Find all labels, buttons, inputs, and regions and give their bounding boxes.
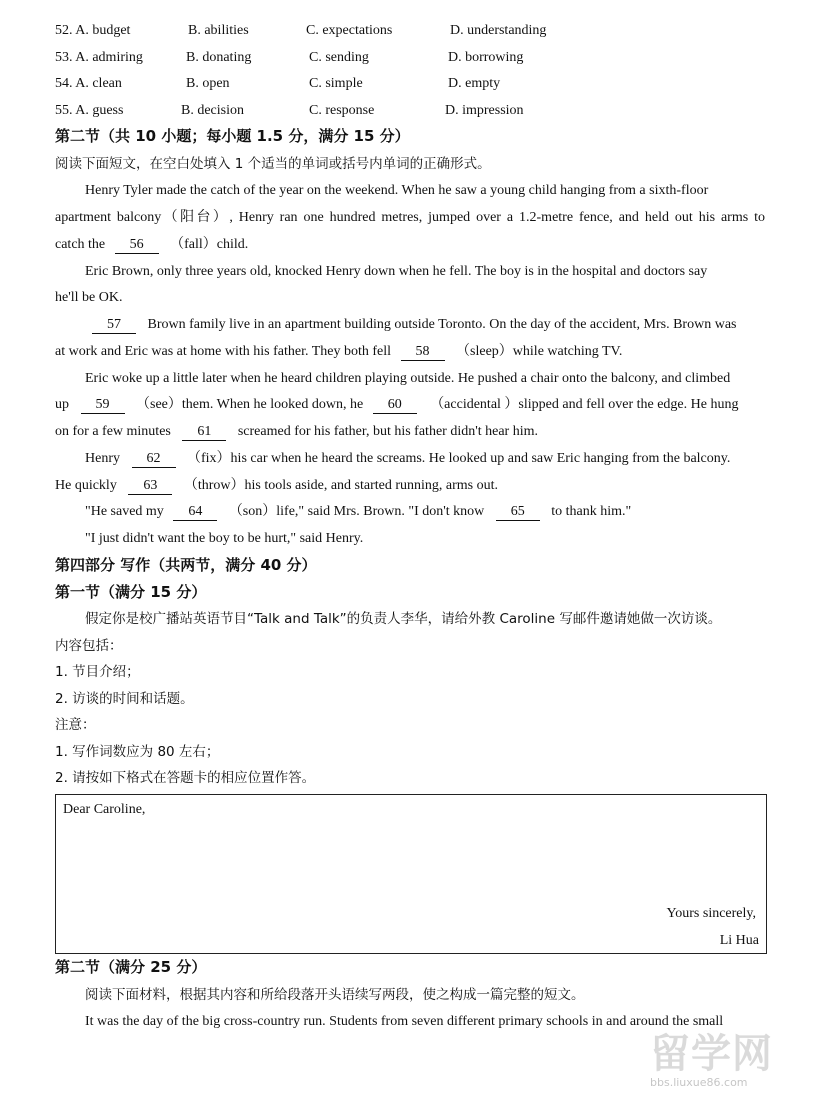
passage-line [85, 449, 730, 469]
option-53c: C. sending [309, 50, 369, 65]
content-item: 1. 节目介绍； [55, 664, 140, 680]
option-52d: D. understanding [450, 23, 547, 38]
passage-text: （fix）his car when he heard the screams. He looked up and saw Eric hanging from the balcony. [187, 451, 731, 466]
content-item: 2. 访谈的时间和话题。 [55, 691, 194, 707]
option-53a: 53. A. admiring [55, 50, 143, 65]
letter-signature: Li Hua [719, 933, 759, 948]
passage-line: It was the day of the big cross-country run. Students from seven different primary schools in and around the small [85, 1014, 724, 1029]
passage-line [55, 342, 622, 362]
watermark-text: 留学网 [650, 1031, 773, 1077]
site-watermark [646, 1028, 806, 1098]
letter-answer-box[interactable] [55, 794, 767, 954]
option-54c: C. simple [309, 76, 363, 91]
passage-text: at work and Eric was at home with his father. They both fell [55, 344, 392, 359]
note-item: 2. 请按如下格式在答题卡的相应位置作答。 [55, 770, 316, 786]
passage-text: catch the [55, 237, 106, 252]
answer-blank-64[interactable]: 64 [173, 503, 217, 521]
passage-text: "He saved my [85, 504, 164, 519]
writing-intro: 阅读下面材料，根据其内容和所给段落开头语续写两段，使之构成一篇完整的短文。 [85, 987, 585, 1003]
note-label: 注意： [55, 717, 96, 733]
passage-text: He quickly [55, 478, 117, 493]
passage-line: Henry Tyler made the catch of the year on the weekend. When he saw a young child hanging from a sixth-floor [85, 183, 709, 198]
answer-blank-62[interactable]: 62 [132, 450, 176, 468]
option-55a: 55. A. guess [55, 103, 124, 118]
option-55d: D. impression [445, 103, 524, 118]
letter-closing: Yours sincerely, [666, 906, 756, 921]
writing-intro: 假定你是校广播站英语节目“Talk and Talk”的负责人李华，请给外教 Caroline 写邮件邀请她做一次访谈。 [85, 611, 722, 627]
passage-line: Eric Brown, only three years old, knocked Henry down when he fell. The boy is in the hospital and doctors say [85, 264, 708, 279]
part-heading: 第四部分 写作（共两节，满分 40 分） [55, 556, 317, 574]
option-54d: D. empty [448, 76, 501, 91]
passage-text: Brown family live in an apartment building outside Toronto. On the day of the accident, Mrs. Brown was [147, 317, 737, 332]
passage-text: （see）them. When he looked down, he [136, 397, 364, 412]
answer-blank-60[interactable]: 60 [373, 396, 417, 414]
passage-line [55, 395, 738, 415]
passage-text: （accidental ）slipped and fell over the edge. He hung [430, 397, 739, 412]
option-55c: C. response [309, 103, 375, 118]
option-55b: B. decision [181, 103, 244, 118]
passage-line [92, 315, 736, 335]
passage-text: （fall）child. [170, 237, 249, 252]
watermark-url: bbs.liuxue86.com [650, 1076, 748, 1089]
answer-blank-58[interactable]: 58 [401, 343, 445, 361]
option-54b: B. open [186, 76, 230, 91]
section-heading: 第二节（满分 25 分） [55, 958, 207, 976]
content-label: 内容包括： [55, 638, 123, 654]
passage-text: （son）life," said Mrs. Brown. "I don't know [228, 504, 485, 519]
passage-text: on for a few minutes [55, 424, 171, 439]
section-heading: 第一节（满分 15 分） [55, 583, 207, 601]
passage-line [85, 502, 631, 522]
section-instruction: 阅读下面短文，在空白处填入 1 个适当的单词或括号内单词的正确形式。 [55, 156, 491, 172]
passage-text: （throw）his tools aside, and started running, arms out. [183, 478, 499, 493]
answer-blank-63[interactable]: 63 [128, 477, 172, 495]
section-heading: 第二节（共 10 小题；每小题 1.5 分，满分 15 分） [55, 127, 410, 145]
passage-text: Henry [85, 451, 120, 466]
answer-blank-56[interactable]: 56 [115, 236, 159, 254]
option-52b: B. abilities [188, 23, 249, 38]
passage-line: apartment balcony（阳台）, Henry ran one hundred metres, jumped over a 1.2-metre fence, and held out his arms to [55, 210, 765, 225]
note-item: 1. 写作词数应为 80 左右； [55, 744, 220, 760]
passage-line [55, 422, 538, 442]
option-52c: C. expectations [306, 23, 393, 38]
answer-blank-65[interactable]: 65 [496, 503, 540, 521]
answer-blank-59[interactable]: 59 [81, 396, 125, 414]
passage-text: to thank him." [551, 504, 632, 519]
option-53b: B. donating [186, 50, 252, 65]
passage-line: Eric woke up a little later when he heard children playing outside. He pushed a chair onto the balcony, and climbed [85, 371, 731, 386]
passage-line [55, 235, 248, 255]
answer-blank-61[interactable]: 61 [182, 423, 226, 441]
letter-greeting: Dear Caroline, [63, 802, 146, 817]
option-54a: 54. A. clean [55, 76, 122, 91]
passage-text: up [55, 397, 69, 412]
passage-line: "I just didn't want the boy to be hurt," said Henry. [85, 531, 364, 546]
passage-line [55, 476, 498, 496]
answer-blank-57[interactable]: 57 [92, 316, 136, 334]
option-53d: D. borrowing [448, 50, 524, 65]
passage-text: （sleep）while watching TV. [456, 344, 623, 359]
option-52a: 52. A. budget [55, 23, 131, 38]
passage-line: he'll be OK. [55, 290, 123, 305]
passage-text: screamed for his father, but his father didn't hear him. [237, 424, 538, 439]
